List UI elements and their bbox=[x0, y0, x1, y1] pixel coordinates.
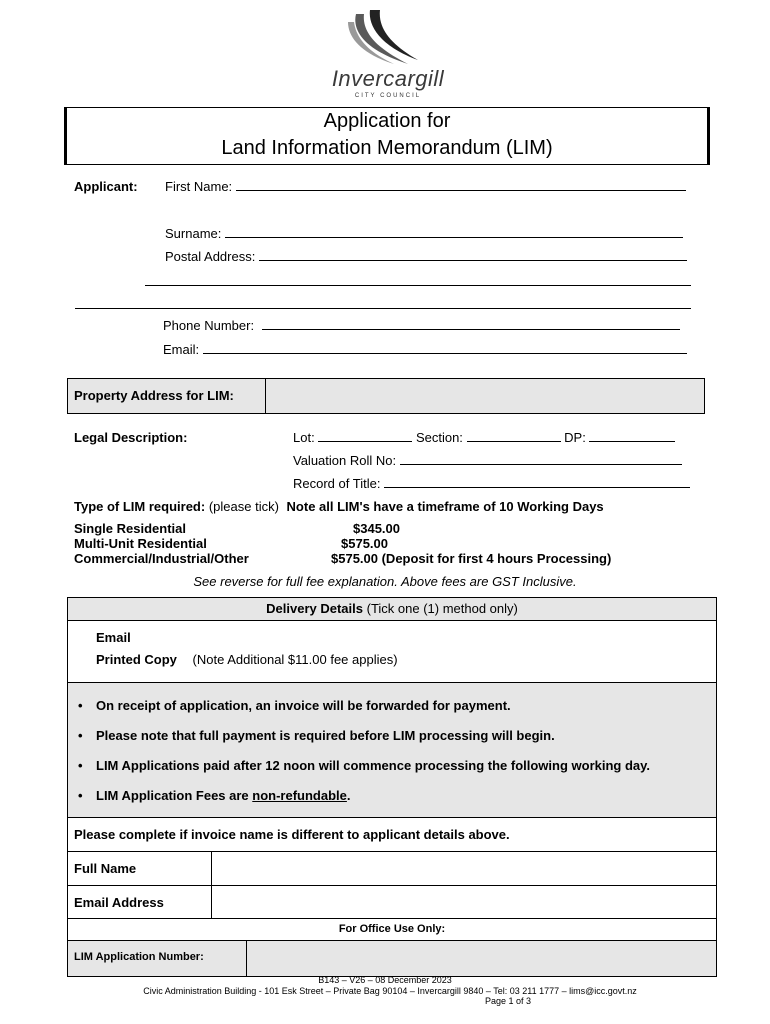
first-name-field[interactable] bbox=[165, 179, 686, 194]
delivery-email-option[interactable]: Email bbox=[96, 630, 131, 645]
valuation-line[interactable] bbox=[400, 453, 682, 465]
council-logo bbox=[318, 8, 458, 100]
delivery-header-bold: Delivery Details bbox=[266, 601, 363, 616]
first-name-line[interactable] bbox=[236, 179, 686, 191]
property-address-label: Property Address for LIM: bbox=[74, 388, 234, 403]
form-code: B143 – V26 – 08 December 2023 bbox=[318, 975, 452, 985]
delivery-printed-note: (Note Additional $11.00 fee applies) bbox=[192, 652, 398, 667]
title-line-2: Land Information Memorandum (LIM) bbox=[221, 137, 553, 159]
lim-number-row bbox=[68, 940, 716, 976]
email-line[interactable] bbox=[203, 342, 687, 354]
office-use-heading: For Office Use Only: bbox=[338, 923, 446, 935]
first-name-label: First Name: bbox=[165, 179, 233, 194]
postal-address-line-3[interactable] bbox=[75, 297, 691, 309]
lim-type-names bbox=[74, 521, 249, 566]
surname-label: Surname: bbox=[165, 226, 222, 241]
phone-label: Phone Number: bbox=[163, 318, 255, 333]
title-line-1: Application for bbox=[323, 110, 451, 132]
invoice-prompt: Please complete if invoice name is different to applicant details above. bbox=[74, 827, 510, 842]
property-address-row bbox=[67, 378, 705, 414]
dp-label: DP: bbox=[564, 430, 586, 445]
fee-footnote: See reverse for full fee explanation. Above fees are GST Inclusive. bbox=[193, 574, 577, 589]
price-multi: $575.00 bbox=[341, 536, 388, 551]
phone-line[interactable] bbox=[262, 318, 680, 330]
property-address-input[interactable] bbox=[266, 379, 704, 413]
note-full-payment: • Please note that full payment is required before LIM processing will begin. bbox=[72, 725, 650, 755]
footer-address: Civic Administration Building - 101 Esk Street – Private Bag 90104 – Invercargill 9840 – Tel: 03 211 1777 – lims@icc.govt.nz bbox=[143, 986, 637, 996]
email-field[interactable] bbox=[163, 342, 687, 357]
lim-type-option-commercial[interactable]: Commercial/Industrial/Other bbox=[74, 551, 249, 566]
page-number: Page 1 of 3 bbox=[485, 996, 532, 1006]
lim-type-option-multi[interactable]: Multi-Unit Residential bbox=[74, 536, 207, 551]
record-of-title-label: Record of Title: bbox=[293, 476, 381, 491]
note-non-refundable-text: LIM Application Fees are non-refundable. bbox=[96, 788, 351, 803]
email-address-label: Email Address bbox=[74, 895, 164, 910]
surname-field[interactable] bbox=[165, 226, 683, 241]
lim-type-heading bbox=[74, 499, 604, 514]
lim-type-label: Type of LIM required: bbox=[74, 499, 206, 514]
lot-label: Lot: bbox=[293, 430, 315, 445]
postal-address-field[interactable] bbox=[165, 249, 687, 264]
delivery-box bbox=[67, 597, 717, 977]
note-12-noon: • LIM Applications paid after 12 noon will commence processing the following working day. bbox=[72, 755, 650, 785]
email-label: Email: bbox=[163, 342, 200, 357]
logo-subtitle: CITY COUNCIL bbox=[354, 93, 422, 99]
dp-line[interactable] bbox=[589, 430, 675, 442]
page-title bbox=[64, 107, 710, 165]
phone-field[interactable] bbox=[163, 318, 680, 333]
price-single: $345.00 bbox=[353, 521, 400, 536]
lim-number-input bbox=[246, 941, 717, 976]
payment-notes bbox=[68, 682, 716, 818]
record-of-title-field[interactable] bbox=[293, 476, 690, 491]
surname-line[interactable] bbox=[225, 226, 683, 238]
non-refundable-emphasis: non-refundable bbox=[252, 788, 347, 803]
note-non-refundable bbox=[72, 785, 650, 815]
full-name-input[interactable] bbox=[211, 851, 717, 885]
delivery-header-rest: (Tick one (1) method only) bbox=[366, 601, 518, 616]
lot-line[interactable] bbox=[318, 430, 412, 442]
section-line[interactable] bbox=[467, 430, 561, 442]
valuation-label: Valuation Roll No: bbox=[293, 453, 397, 468]
postal-address-line-2[interactable] bbox=[145, 274, 691, 286]
valuation-field[interactable] bbox=[293, 453, 682, 468]
logo-wordmark: Invercargill bbox=[331, 66, 445, 91]
lot-section-dp-field[interactable] bbox=[293, 430, 675, 445]
legal-description-label: Legal Description: bbox=[74, 430, 188, 445]
payment-notes-list bbox=[72, 695, 650, 815]
record-of-title-line[interactable] bbox=[384, 476, 690, 488]
lim-type-tick: (please tick) bbox=[208, 499, 279, 514]
delivery-printed-label: Printed Copy bbox=[96, 652, 177, 667]
email-address-input[interactable] bbox=[211, 885, 717, 918]
section-label: Section: bbox=[415, 430, 463, 445]
logo-swoosh-icon bbox=[318, 8, 458, 68]
note-invoice: • On receipt of application, an invoice will be forwarded for payment. bbox=[72, 695, 650, 725]
divider bbox=[68, 918, 716, 919]
postal-address-line-1[interactable] bbox=[259, 249, 687, 261]
full-name-label: Full Name bbox=[74, 861, 137, 876]
delivery-printed-option[interactable] bbox=[96, 652, 398, 667]
applicant-label: Applicant: bbox=[74, 179, 138, 194]
postal-address-label: Postal Address: bbox=[165, 249, 256, 264]
lim-number-label: LIM Application Number: bbox=[74, 951, 204, 963]
price-commercial: $575.00 (Deposit for first 4 hours Processing) bbox=[331, 551, 612, 566]
lim-timeframe-note: Note all LIM's have a timeframe of 10 Working Days bbox=[286, 499, 604, 514]
lim-type-option-single[interactable]: Single Residential bbox=[74, 521, 186, 536]
delivery-header bbox=[68, 598, 716, 621]
